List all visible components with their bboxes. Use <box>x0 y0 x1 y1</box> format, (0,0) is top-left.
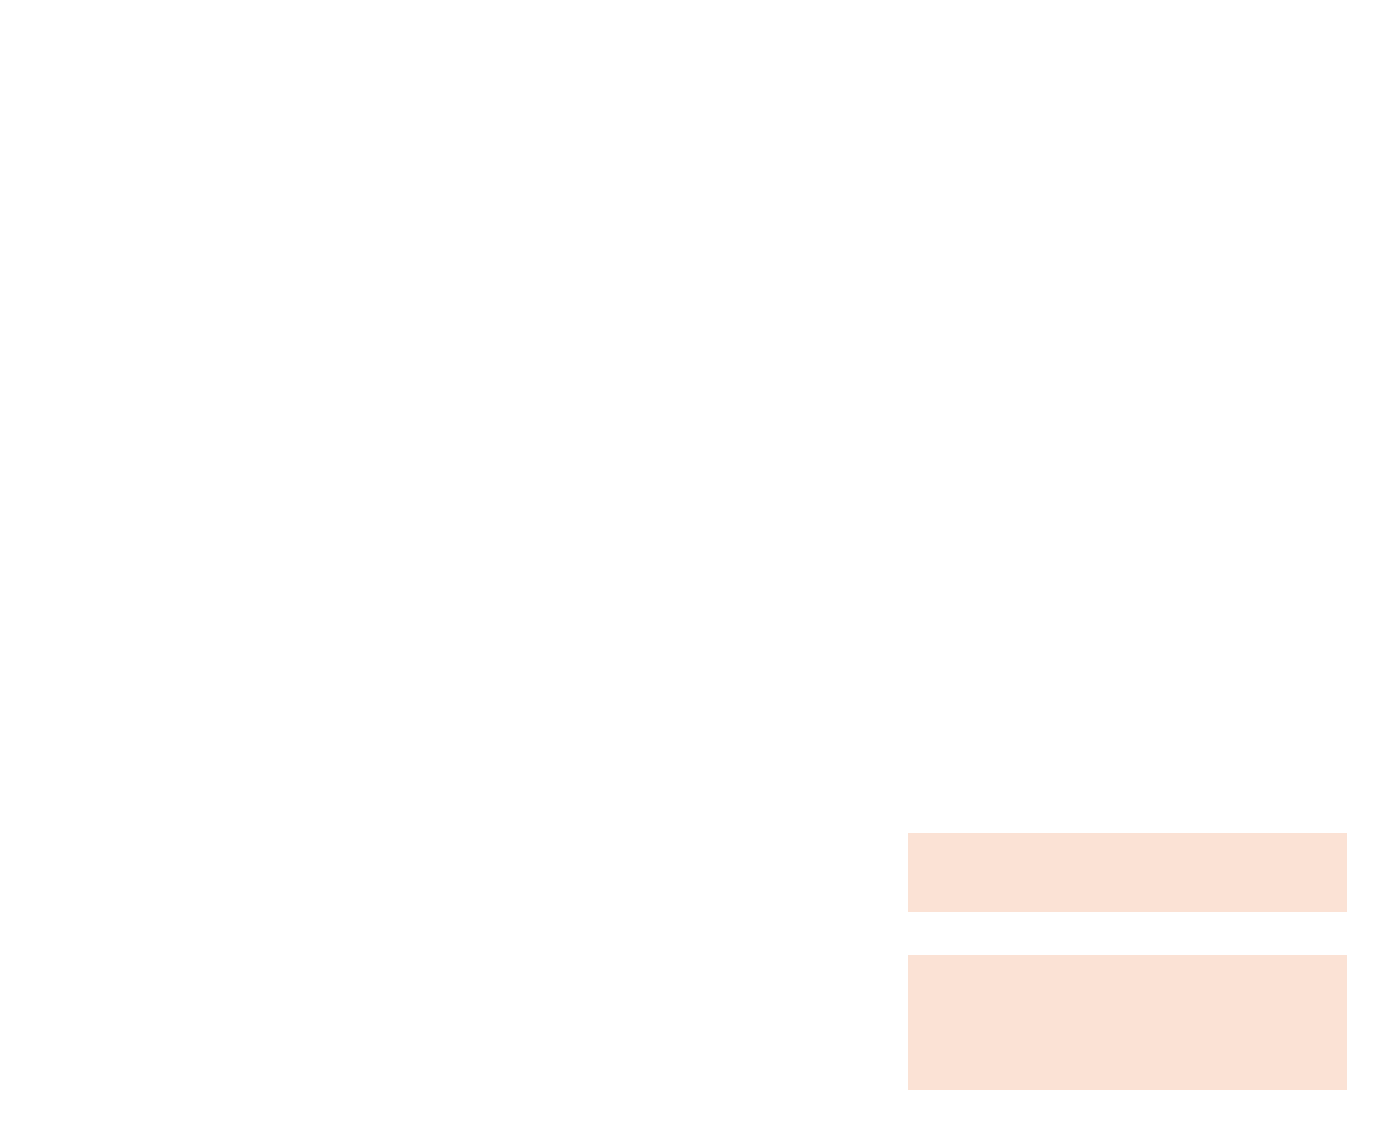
prof-note <box>908 833 1347 912</box>
permitted-texts-box <box>908 955 1347 1090</box>
